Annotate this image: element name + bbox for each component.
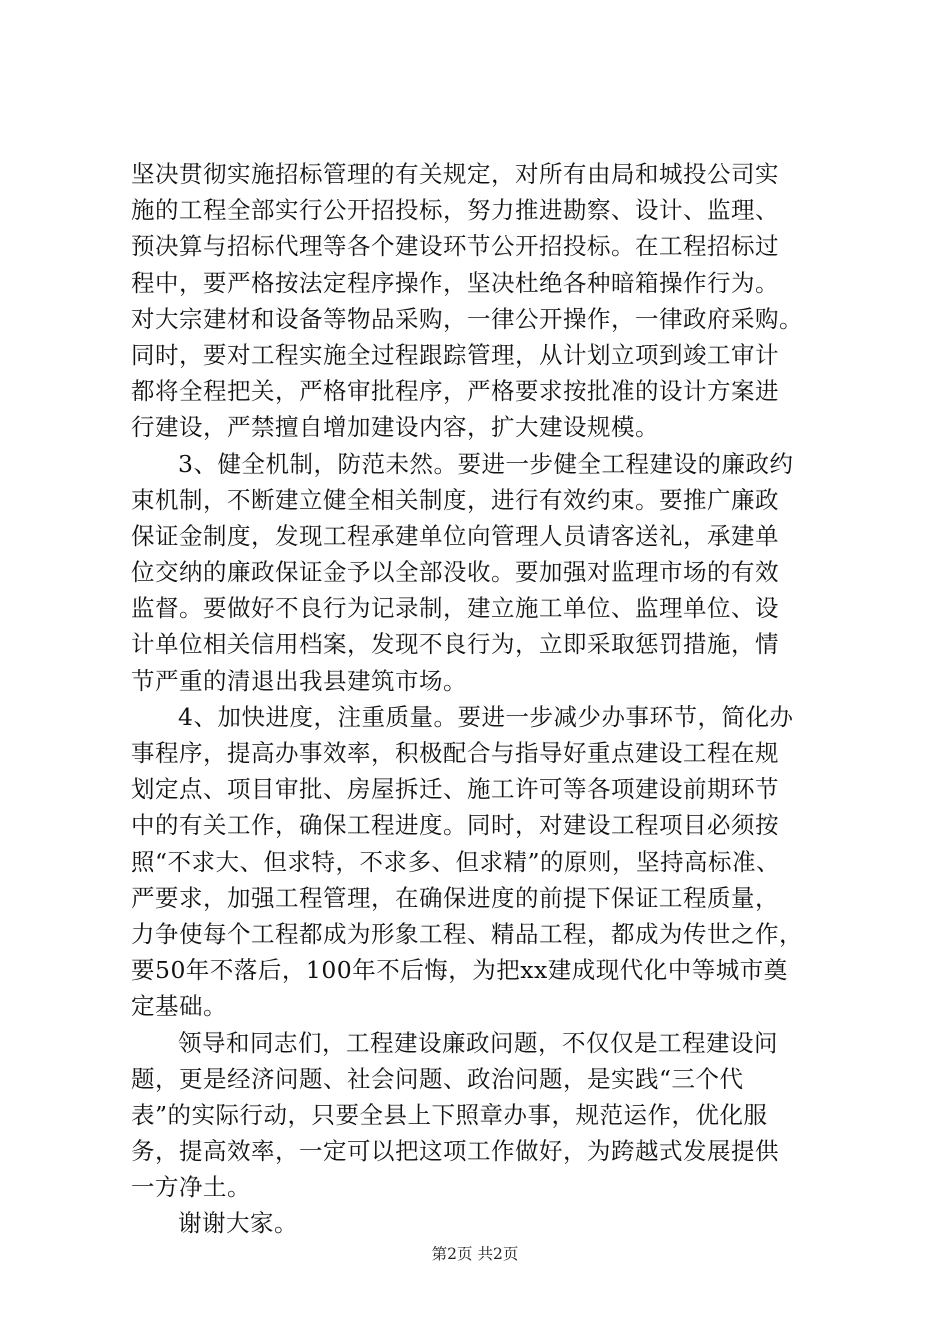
text-line: 事程序，提高办事效率，积极配合与指导好重点建设工程在规 (131, 739, 779, 767)
page-footer: 第2页 共2页 (431, 1245, 519, 1263)
text-line: 预决算与招标代理等各个建设环节公开招投标。在工程招标过 (131, 232, 779, 261)
text-line: 都将全程把关，严格审批程序，严格要求按批准的设计方案进 (131, 377, 779, 406)
text-line: 力争使每个工程都成为形象工程、精品工程，都成为传世之作， (131, 919, 803, 948)
text-line: 谢谢大家。 (178, 1209, 298, 1238)
text-line: 4、加快进度，注重质量。要进一步减少办事环节，简化办 (178, 702, 794, 731)
text-line: 坚决贯彻实施招标管理的有关规定，对所有由局和城投公司实 (131, 160, 779, 188)
text-line: 计单位相关信用档案，发现不良行为，立即采取惩罚措施，情 (131, 630, 779, 659)
text-line: 务，提高效率，一定可以把这项工作做好，为跨越式发展提供 (131, 1137, 779, 1166)
text-line: 对大宗建材和设备等物品采购，一律公开操作，一律政府采购。 (131, 304, 803, 333)
text-line: 3、健全机制，防范未然。要进一步健全工程建设的廉政约 (178, 449, 794, 478)
text-line: 施的工程全部实行公开招投标，努力推进勘察、设计、监理、 (131, 196, 779, 225)
text-line: 领导和同志们，工程建设廉政问题，不仅仅是工程建设问 (178, 1028, 778, 1057)
text-line: 一方净土。 (131, 1173, 251, 1202)
text-line: 定基础。 (131, 992, 227, 1021)
text-line: 严要求，加强工程管理，在确保进度的前提下保证工程质量， (131, 883, 779, 912)
text-line: 划定点、项目审批、房屋拆迁、施工许可等各项建设前期环节 (131, 775, 779, 804)
text-line: 程中，要严格按法定程序操作，坚决杜绝各种暗箱操作行为。 (131, 268, 779, 297)
text-line: 监督。要做好不良行为记录制，建立施工单位、监理单位、设 (131, 594, 779, 623)
text-line: 要50年不落后，100年不后悔，为把xx建成现代化中等城市奠 (131, 956, 788, 985)
text-line: 表”的实际行动，只要全县上下照章办事，规范运作，优化服 (131, 1100, 768, 1129)
text-line: 题，更是经济问题、社会问题、政治问题，是实践“三个代 (131, 1064, 744, 1093)
text-line: 行建设，严禁擅自增加建设内容，扩大建设规模。 (131, 413, 659, 442)
text-line: 位交纳的廉政保证金予以全部没收。要加强对监理市场的有效 (131, 558, 779, 587)
text-line: 中的有关工作，确保工程进度。同时，对建设工程项目必须按 (131, 811, 779, 840)
text-line: 保证金制度，发现工程承建单位向管理人员请客送礼，承建单 (131, 521, 779, 550)
text-line: 照“不求大、但求特，不求多、但求精”的原则，坚持高标准、 (131, 847, 781, 876)
text-line: 同时，要对工程实施全过程跟踪管理，从计划立项到竣工审计 (131, 340, 779, 369)
text-line: 束机制，不断建立健全相关制度，进行有效约束。要推广廉政 (131, 485, 779, 514)
document-body (131, 156, 851, 1242)
text-line: 节严重的清退出我县建筑市场。 (131, 666, 467, 695)
